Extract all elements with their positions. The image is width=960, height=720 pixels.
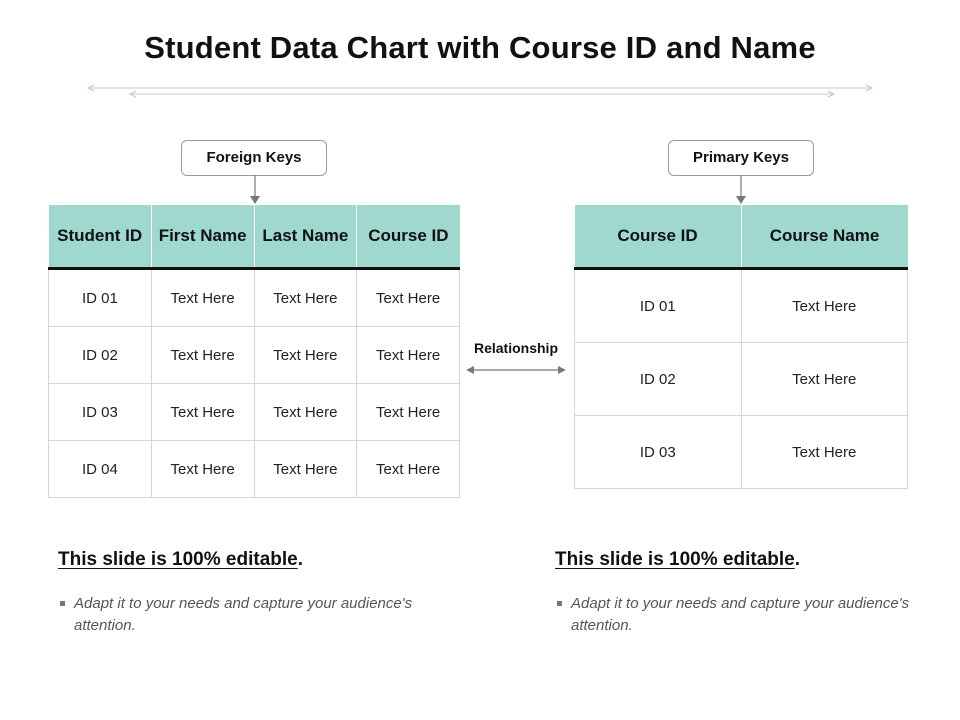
note-bullet-text: Adapt it to your needs and capture your audience's attention. <box>571 595 910 634</box>
students-table <box>48 205 460 498</box>
table-cell: Text Here <box>254 269 357 327</box>
table-row <box>49 327 460 384</box>
table-cell: Text Here <box>741 343 908 416</box>
table-cell: ID 01 <box>49 269 152 327</box>
table-cell: Text Here <box>151 384 254 441</box>
table-row <box>49 384 460 441</box>
header-last-name: Last Name <box>254 205 357 269</box>
header-course-id: Course ID <box>357 205 460 269</box>
foreign-keys-label: Foreign Keys <box>181 140 327 176</box>
header-first-name: First Name <box>151 205 254 269</box>
table-row <box>49 269 460 327</box>
table-cell: ID 03 <box>49 384 152 441</box>
table-cell: Text Here <box>254 441 357 498</box>
note-bullet-text: Adapt it to your needs and capture your audience's attention. <box>74 595 413 634</box>
header-student-id: Student ID <box>49 205 152 269</box>
table-cell: ID 03 <box>575 416 742 489</box>
table-cell: Text Here <box>357 441 460 498</box>
header-course-id: Course ID <box>575 205 742 269</box>
relationship-double-arrow-icon <box>466 364 566 376</box>
table-row <box>575 343 908 416</box>
table-cell: Text Here <box>254 327 357 384</box>
table-cell: Text Here <box>151 269 254 327</box>
bullet-square-icon <box>60 601 65 606</box>
table-row <box>575 269 908 343</box>
table-cell: Text Here <box>357 384 460 441</box>
note-heading <box>58 549 418 571</box>
title-divider-arrows <box>85 84 875 98</box>
table-cell: Text Here <box>151 327 254 384</box>
courses-table-header-row <box>575 205 908 269</box>
table-cell: ID 04 <box>49 441 152 498</box>
header-course-name: Course Name <box>741 205 908 269</box>
table-cell: Text Here <box>741 269 908 343</box>
table-cell: Text Here <box>357 327 460 384</box>
table-row <box>49 441 460 498</box>
courses-table <box>574 205 908 489</box>
students-table-header-row <box>49 205 460 269</box>
note-right <box>555 549 915 637</box>
table-cell: ID 02 <box>575 343 742 416</box>
foreign-keys-arrow-icon <box>249 175 261 205</box>
note-heading-period: . <box>297 549 303 570</box>
table-cell: Text Here <box>254 384 357 441</box>
note-bullet <box>58 593 418 637</box>
bullet-square-icon <box>557 601 562 606</box>
note-bullet <box>555 593 915 637</box>
table-cell: Text Here <box>741 416 908 489</box>
note-left <box>58 549 418 637</box>
table-row <box>575 416 908 489</box>
note-heading-text: This slide is 100% editable <box>555 549 795 570</box>
table-cell: ID 01 <box>575 269 742 343</box>
primary-keys-arrow-icon <box>735 175 747 205</box>
note-heading <box>555 549 915 571</box>
note-heading-period: . <box>794 549 800 570</box>
table-cell: Text Here <box>151 441 254 498</box>
slide-title: Student Data Chart with Course ID and Name <box>144 30 816 65</box>
table-cell: Text Here <box>357 269 460 327</box>
note-heading-text: This slide is 100% editable <box>58 549 298 570</box>
table-cell: ID 02 <box>49 327 152 384</box>
primary-keys-label: Primary Keys <box>668 140 814 176</box>
relationship-label: Relationship <box>473 340 558 356</box>
